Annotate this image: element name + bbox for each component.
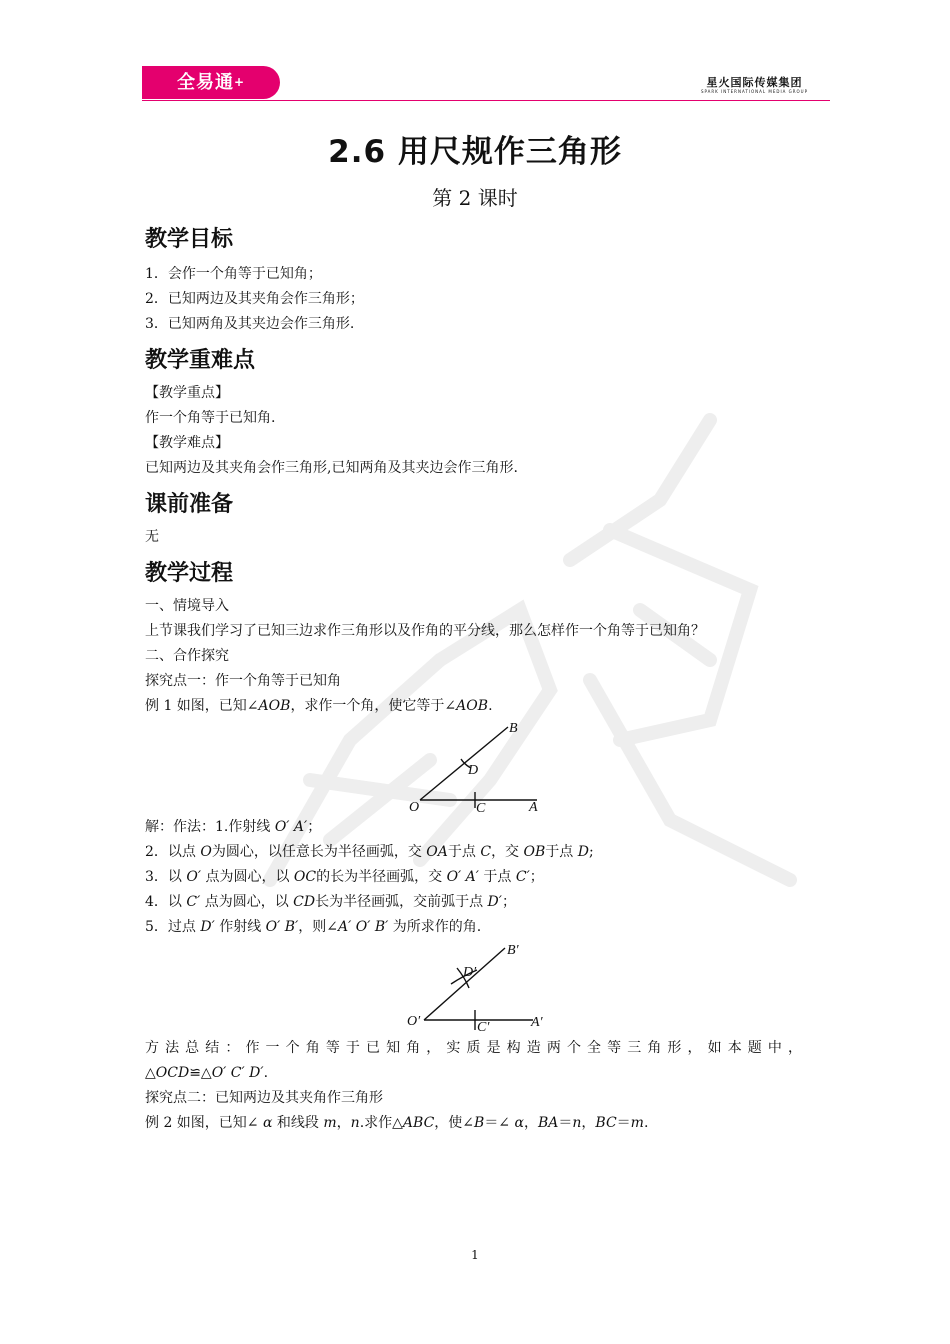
label-d-prime: D′ — [463, 965, 477, 980]
goals-list — [145, 262, 805, 337]
ray-o-prime-b-prime — [424, 948, 505, 1020]
document-body — [145, 128, 805, 1136]
label-o-prime: O′ — [407, 1014, 421, 1029]
part1-label: 一、情境导入 — [145, 598, 229, 614]
page-number: 1 — [471, 1248, 479, 1262]
difficulty-label: 【教学难点】 — [145, 435, 229, 451]
lesson-subtitle: 第 2 课时 — [432, 186, 518, 210]
label-a-prime: A′ — [531, 1015, 543, 1030]
publisher-mark — [701, 76, 808, 95]
logo-star: + — [233, 75, 246, 89]
publisher-name-en: SPARK INTERNATIONAL MEDIA GROUP — [700, 89, 808, 94]
label-a: A — [529, 800, 538, 815]
solution-step: 5．过点 D′ 作射线 O′ B′，则∠A′ O′ B′ 为所求作的角. — [145, 919, 482, 935]
example2-text: 例 2 如图，已知∠ α 和线段 m，n.求作△ABC，使∠B＝∠ α，BA＝n，BC＝m. — [145, 1115, 649, 1131]
brand-logo — [142, 66, 280, 99]
label-b: B — [509, 721, 518, 736]
label-c: C — [476, 801, 486, 815]
figure-angle-aob-prime — [145, 940, 805, 1036]
method-summary-cont: △OCD≌△O′ C′ D′. — [145, 1065, 269, 1081]
prep-text: 无 — [145, 529, 159, 545]
method-summary: 方法总结：作一个角等于已知角，实质是构造两个全等三角形，如本题中， — [145, 1040, 805, 1056]
example1-text: 例 1 如图，已知∠AOB，求作一个角，使它等于∠AOB. — [145, 698, 493, 714]
label-o: O — [409, 800, 420, 815]
heading-key-points: 教学重难点 — [145, 348, 256, 373]
figure-angle-aob-svg — [145, 719, 805, 815]
label-c-prime: C′ — [477, 1020, 490, 1035]
heading-goals: 教学目标 — [145, 227, 234, 252]
publisher-name-cn: 星火国际传媒集团 — [706, 76, 803, 89]
key-points-block — [145, 381, 805, 481]
focus-text: 作一个角等于已知角. — [145, 410, 276, 426]
label-d: D — [468, 763, 479, 778]
process-block — [145, 594, 805, 1136]
lesson-title: 2.6 用尺规作三角形 — [328, 134, 622, 170]
header-divider — [142, 100, 830, 101]
solution-step: 解：作法：1.作射线 O′ A′； — [145, 819, 322, 835]
part2-label: 二、合作探究 — [145, 648, 229, 664]
logo-text: 全易通 — [176, 72, 234, 93]
goal-item: 2．已知两边及其夹角会作三角形； — [145, 291, 364, 307]
solution-step: 4．以 C′ 点为圆心，以 CD长为半径画弧，交前弧于点 D′； — [145, 894, 516, 910]
solution-step: 2．以点 O为圆心，以任意长为半径画弧，交 OA于点 C，交 OB于点 D; — [145, 844, 594, 860]
focus-label: 【教学重点】 — [145, 385, 229, 401]
heading-process: 教学过程 — [145, 561, 234, 586]
goal-item: 1．会作一个角等于已知角； — [145, 266, 322, 282]
figure-angle-aob-prime-svg — [145, 940, 805, 1036]
explore2-title: 探究点二：已知两边及其夹角作三角形 — [145, 1090, 383, 1106]
page-header — [142, 66, 830, 102]
label-b-prime: B′ — [507, 943, 519, 958]
heading-prep: 课前准备 — [145, 492, 234, 517]
difficulty-text: 已知两边及其夹角会作三角形,已知两角及其夹边会作三角形. — [145, 460, 518, 476]
figure-angle-aob — [145, 719, 805, 815]
part1-text: 上节课我们学习了已知三边求作三角形以及作角的平分线，那么怎样作一个角等于已知角？ — [145, 623, 705, 639]
goal-item: 3．已知两角及其夹边会作三角形. — [145, 316, 355, 332]
solution-step: 3．以 O′ 点为圆心，以 OC的长为半径画弧，交 O′ A′ 于点 C′； — [145, 869, 544, 885]
explore1-title: 探究点一：作一个角等于已知角 — [145, 673, 341, 689]
